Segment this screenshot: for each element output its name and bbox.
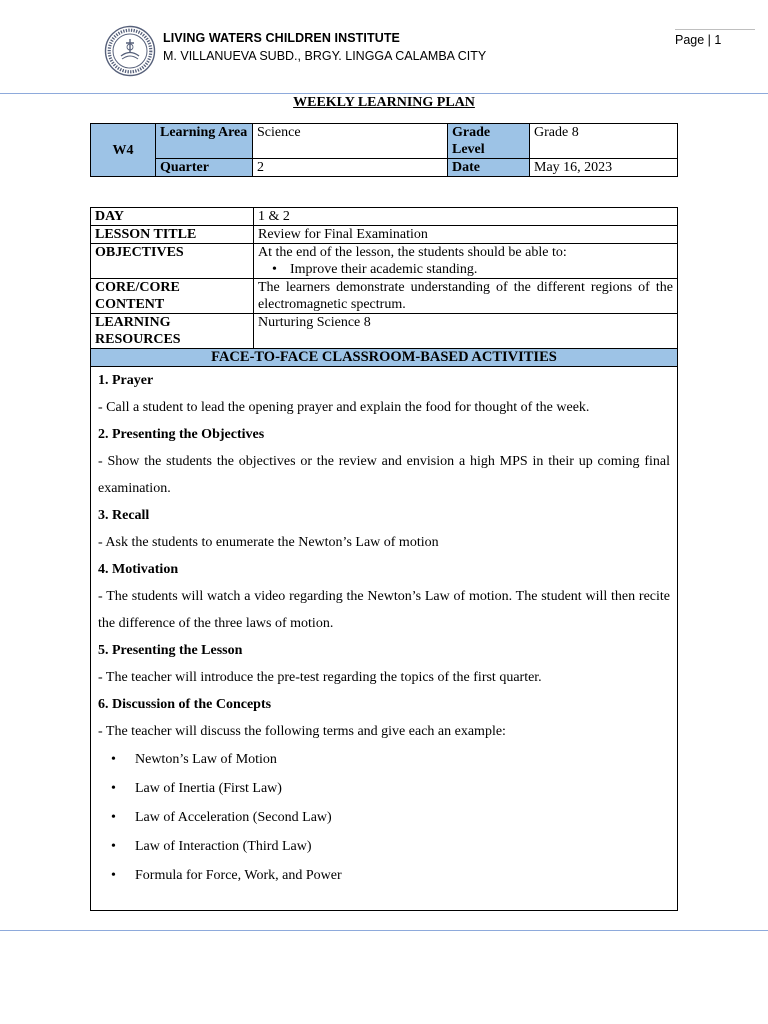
quarter-value: 2 (253, 159, 448, 177)
school-seal-logo (104, 25, 156, 77)
page-number: Page | 1 (675, 33, 722, 47)
activity-text: - The teacher will introduce the pre-test regarding the topics of the first quarter. (98, 670, 542, 685)
objectives-intro: At the end of the lesson, the students should be able to: (258, 245, 567, 260)
objectives-value (254, 244, 678, 279)
lesson-title-value: Review for Final Examination (254, 226, 678, 244)
date-value: May 16, 2023 (530, 159, 678, 177)
activity-heading: 6. Discussion of the Concepts (98, 697, 272, 712)
school-name: LIVING WATERS CHILDREN INSTITUTE (163, 31, 400, 45)
grade-level-value: Grade 8 (530, 124, 678, 159)
activity-heading: 3. Recall (98, 508, 150, 523)
activity-text: - The students will watch a video regarding the Newton’s Law of motion. The student will then recite the difference of the three laws of motion. (98, 589, 670, 631)
objective-item: • Improve their academic standing. (258, 261, 673, 278)
concept-item: • Law of Acceleration (Second Law) (98, 803, 670, 832)
concept-item: • Formula for Force, Work, and Power (98, 861, 670, 890)
learning-area-value: Science (253, 124, 448, 159)
date-label: Date (448, 159, 530, 177)
lesson-title-label: LESSON TITLE (91, 226, 254, 244)
activity-text: - Call a student to lead the opening prayer and explain the food for thought of the week. (98, 400, 590, 415)
concepts-list (98, 745, 670, 890)
concept-item: • Law of Inertia (First Law) (98, 774, 670, 803)
core-content-label: CORE/CORE CONTENT (91, 279, 254, 314)
learning-resources-label: LEARNING RESOURCES (91, 314, 254, 349)
footer-divider (0, 930, 768, 931)
activity-text: - Show the students the objectives or the review and envision a high MPS in their up coming final examination. (98, 454, 670, 496)
learning-resources-value: Nurturing Science 8 (254, 314, 678, 349)
week-cell: W4 (91, 124, 156, 177)
activities-content (91, 367, 678, 911)
grade-level-label: Grade Level (448, 124, 530, 159)
page-header (0, 0, 768, 96)
concept-item: • Newton’s Law of Motion (98, 745, 670, 774)
activity-heading: 1. Prayer (98, 373, 154, 388)
page-number-rule (675, 29, 755, 30)
info-table (90, 123, 678, 177)
document-title: WEEKLY LEARNING PLAN (293, 95, 475, 110)
objectives-label: OBJECTIVES (91, 244, 254, 279)
concept-item: • Law of Interaction (Third Law) (98, 832, 670, 861)
school-address: M. VILLANUEVA SUBD., BRGY. LINGGA CALAMBA CITY (163, 49, 487, 63)
activity-heading: 4. Motivation (98, 562, 179, 577)
day-label: DAY (91, 208, 254, 226)
activities-section-header: FACE-TO-FACE CLASSROOM-BASED ACTIVITIES (91, 349, 678, 367)
header-divider (0, 93, 768, 94)
activity-text: - Ask the students to enumerate the Newton’s Law of motion (98, 535, 439, 550)
activity-heading: 2. Presenting the Objectives (98, 427, 265, 442)
lesson-plan-table (90, 207, 678, 911)
quarter-label: Quarter (156, 159, 253, 177)
learning-area-label: Learning Area (156, 124, 253, 159)
day-value: 1 & 2 (254, 208, 678, 226)
activity-heading: 5. Presenting the Lesson (98, 643, 243, 658)
activity-text: - The teacher will discuss the following terms and give each an example: (98, 724, 506, 739)
core-content-value: The learners demonstrate understanding of the different regions of the electromagnetic spectrum. (254, 279, 678, 314)
